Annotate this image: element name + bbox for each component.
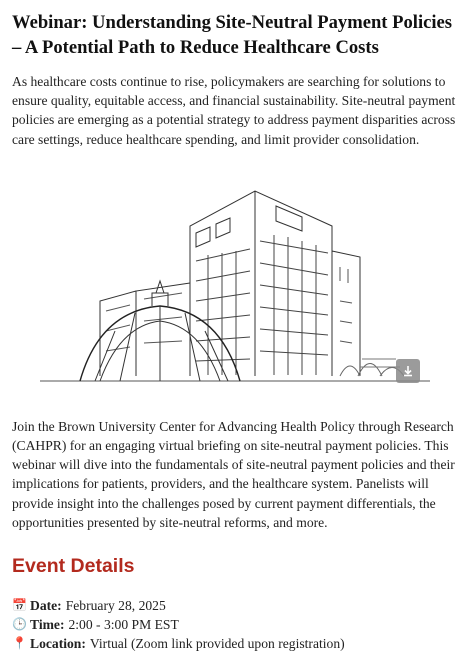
- event-date: [12, 596, 462, 615]
- description-paragraph: Join the Brown University Center for Advancing Health Policy through Research (CAHPR) for an engaging virtual briefing on site-neutral payment policies. This webinar will dive into the fundamentals of site-neutral payment policies and their implications for patients, providers, and the healthcare system. Panelists will provide insight into the challenges posed by current payment differentials, the opportunities presented by site-neutral reforms, and more.: [12, 418, 455, 530]
- event-location: [12, 634, 462, 653]
- download-icon: [401, 364, 415, 378]
- article-title: Webinar: Understanding Site-Neutral Payment Policies – A Potential Path to Reduce Healthcare Costs: [12, 12, 453, 58]
- event-details-list: [12, 596, 462, 654]
- building-illustration: [40, 171, 430, 391]
- date-label: Date:: [30, 598, 62, 614]
- intro-paragraph: As healthcare costs continue to rise, policymakers are searching for solutions to ensure quality, equitable access, and financial sustainability. Site-neutral payment policies are emerging as a potential strategy to address payment disparities across care settings, reduce healthcare spending, and limit provider consolidation.: [12, 74, 456, 147]
- event-details-heading: Event Details: [12, 555, 135, 578]
- time-label: Time:: [30, 617, 65, 633]
- clock-icon: 🕒: [12, 617, 27, 632]
- time-value: 2:00 - 3:00 PM EST: [68, 617, 179, 633]
- event-time: [12, 615, 462, 634]
- pin-icon: 📍: [12, 636, 27, 651]
- download-button[interactable]: [396, 359, 420, 383]
- location-label: Location:: [30, 636, 86, 652]
- location-value: Virtual (Zoom link provided upon registration): [89, 636, 345, 652]
- building-sketch: [40, 171, 430, 391]
- calendar-icon: 📅: [12, 598, 27, 613]
- date-value: February 28, 2025: [65, 598, 166, 614]
